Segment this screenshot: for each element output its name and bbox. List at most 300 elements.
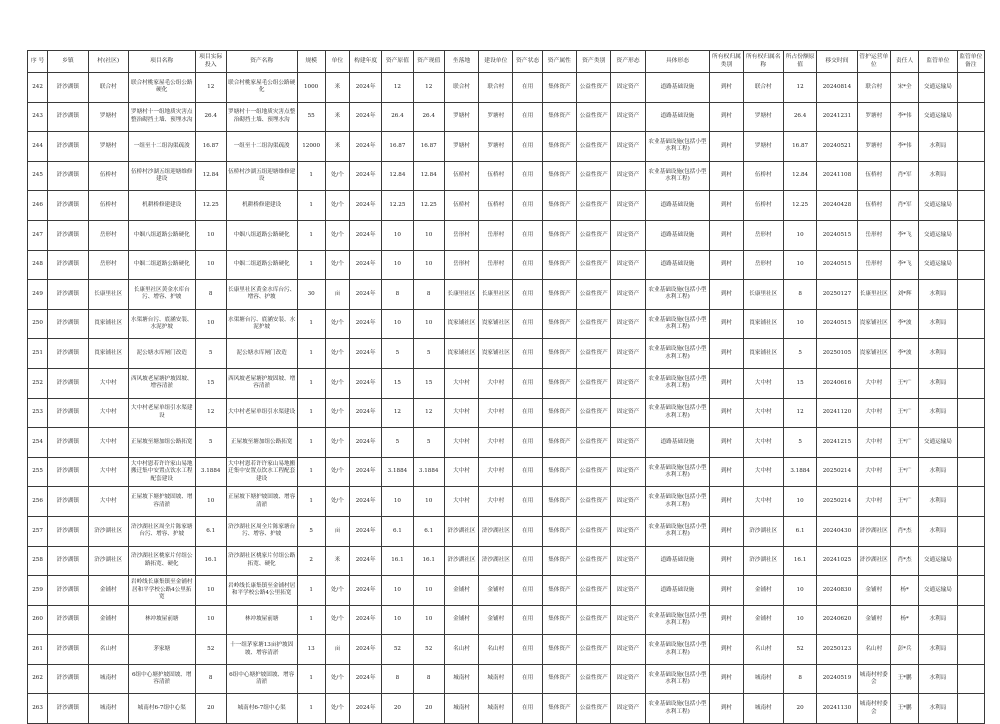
table-cell: 大中村 xyxy=(479,457,513,487)
table-row xyxy=(28,487,985,517)
table-cell: 城南村6-7组中心渠 xyxy=(226,694,297,724)
table-cell: 2024年 xyxy=(349,428,381,458)
table-cell: 到村 xyxy=(710,132,743,162)
table-cell: 在用 xyxy=(513,694,542,724)
table-cell: 浒沙湖社区桃家片付组公路拓宽、硬化 xyxy=(226,546,297,576)
table-cell: 20240830 xyxy=(817,576,857,606)
table-cell: 6.1 xyxy=(382,516,413,546)
table-cell: 联合村 xyxy=(743,73,783,103)
table-cell: 交通运输局 xyxy=(919,250,957,280)
table-cell xyxy=(957,546,984,576)
table-cell: 12 xyxy=(783,398,816,428)
table-cell: 20241025 xyxy=(817,546,857,576)
table-cell: 固定资产 xyxy=(611,664,645,694)
table-cell: 255 xyxy=(28,457,48,487)
table-header-row xyxy=(28,51,985,73)
table-cell: 12.25 xyxy=(195,191,226,221)
table-cell: 李*波 xyxy=(890,339,918,369)
table-cell: 岩岭线长康集镇至金铺村居和平学校公路4公里拓宽 xyxy=(226,576,297,606)
table-cell: 固定资产 xyxy=(611,132,645,162)
table-cell: 12.84 xyxy=(783,161,816,191)
column-header: 项目名称 xyxy=(128,51,195,73)
table-cell: 1 xyxy=(297,428,325,458)
table-cell: 16.1 xyxy=(382,546,413,576)
table-cell: 联合村 xyxy=(444,73,478,103)
table-cell: 6.1 xyxy=(413,516,444,546)
table-cell: 8 xyxy=(783,280,816,310)
table-cell: 浒沙湖社区 xyxy=(743,546,783,576)
table-cell: 固定资产 xyxy=(611,516,645,546)
table-cell xyxy=(957,516,984,546)
table-cell: 正屋坡至塘加组公路拓宽 xyxy=(226,428,297,458)
table-cell: 20240521 xyxy=(817,132,857,162)
table-cell: 10 xyxy=(413,576,444,606)
table-cell: 10 xyxy=(382,605,413,635)
table-cell: 浒沙湖镇 xyxy=(48,132,88,162)
table-cell: 20241108 xyxy=(817,161,857,191)
table-cell: 2024年 xyxy=(349,132,381,162)
table-cell: 10 xyxy=(413,220,444,250)
table-cell: 处/个 xyxy=(325,220,349,250)
table-cell: 大中村 xyxy=(743,398,783,428)
table-cell: 30 xyxy=(297,280,325,310)
table-cell: 20241130 xyxy=(817,694,857,724)
table-cell: 农业基础设施(包括小型水利工程) xyxy=(645,694,710,724)
table-cell: 中姻二组道路公路硬化 xyxy=(128,250,195,280)
table-cell: 崀家铺社区 xyxy=(857,339,890,369)
table-cell: 米 xyxy=(325,73,349,103)
table-cell: 2024年 xyxy=(349,161,381,191)
table-cell: 崀家铺社区 xyxy=(743,309,783,339)
table-cell: 公益性资产 xyxy=(577,576,611,606)
table-cell: 15 xyxy=(413,368,444,398)
table-cell: 12 xyxy=(413,398,444,428)
table-cell: 10 xyxy=(413,487,444,517)
table-cell: 城南村 xyxy=(444,694,478,724)
table-cell: 崀家铺社区 xyxy=(444,309,478,339)
table-cell: 16.1 xyxy=(783,546,816,576)
table-cell: 公益性资产 xyxy=(577,161,611,191)
table-cell: 集体资产 xyxy=(542,664,576,694)
table-cell: 公益性资产 xyxy=(577,368,611,398)
column-header: 项目实际投入 xyxy=(195,51,226,73)
table-cell: 12.84 xyxy=(195,161,226,191)
table-cell: 20240515 xyxy=(817,309,857,339)
table-cell: 253 xyxy=(28,398,48,428)
table-cell: 到村 xyxy=(710,368,743,398)
table-cell: 罗塘村 xyxy=(444,132,478,162)
table-cell: 水利局 xyxy=(919,339,957,369)
column-header: 移交时间 xyxy=(817,51,857,73)
table-row xyxy=(28,694,985,724)
table-cell: 26.4 xyxy=(413,102,444,132)
table-cell: 公益性资产 xyxy=(577,132,611,162)
table-cell: 大中村 xyxy=(857,428,890,458)
table-cell: 罗塘村 xyxy=(857,132,890,162)
table-cell: 水利局 xyxy=(919,694,957,724)
table-cell: 农业基础设施(包括小型水利工程) xyxy=(645,635,710,665)
table-cell: 公益性资产 xyxy=(577,664,611,694)
table-cell: 米 xyxy=(325,102,349,132)
table-cell: 固定资产 xyxy=(611,398,645,428)
table-cell: 杨* xyxy=(890,605,918,635)
table-cell: 大中村 xyxy=(743,487,783,517)
column-header: 资产状态 xyxy=(513,51,542,73)
table-cell: 公益性资产 xyxy=(577,546,611,576)
table-cell: 到村 xyxy=(710,339,743,369)
table-cell: 联合村 xyxy=(479,73,513,103)
table-cell: 机耕桥修建建设 xyxy=(128,191,195,221)
table-cell: 交通运输局 xyxy=(919,546,957,576)
table-cell: 16.87 xyxy=(382,132,413,162)
table-cell: 1 xyxy=(297,605,325,635)
table-cell: 5 xyxy=(783,428,816,458)
table-cell: 10 xyxy=(195,605,226,635)
table-cell: 交通运输局 xyxy=(919,191,957,221)
table-cell: 固定资产 xyxy=(611,161,645,191)
table-cell: 2024年 xyxy=(349,694,381,724)
table-cell: 李*波 xyxy=(890,309,918,339)
table-cell: 集体资产 xyxy=(542,250,576,280)
column-header: 责任人 xyxy=(890,51,918,73)
table-cell: 16.87 xyxy=(195,132,226,162)
table-cell: 浒沙湖社区 xyxy=(479,546,513,576)
table-cell: 12 xyxy=(195,73,226,103)
table-cell xyxy=(957,457,984,487)
table-cell: 浒沙湖镇 xyxy=(48,309,88,339)
table-cell: 公益性资产 xyxy=(577,428,611,458)
table-cell: 251 xyxy=(28,339,48,369)
table-cell: 罗塘村 xyxy=(88,132,128,162)
table-cell: 肖*军 xyxy=(890,161,918,191)
table-cell: 10 xyxy=(413,605,444,635)
table-cell: 浒沙湖镇 xyxy=(48,368,88,398)
table-cell xyxy=(957,694,984,724)
table-cell: 20241231 xyxy=(817,102,857,132)
table-cell: 集体资产 xyxy=(542,73,576,103)
table-cell: 处/个 xyxy=(325,487,349,517)
table-cell: 泥公塘水库闸门改造 xyxy=(128,339,195,369)
table-cell: 20240616 xyxy=(817,368,857,398)
table-cell: 金铺村 xyxy=(444,605,478,635)
table-cell: 王*鹏 xyxy=(890,664,918,694)
table-cell: 5 xyxy=(413,428,444,458)
table-cell xyxy=(957,605,984,635)
table-cell: 12.84 xyxy=(413,161,444,191)
table-cell: 浒沙湖镇 xyxy=(48,457,88,487)
table-cell: 浒沙湖镇 xyxy=(48,664,88,694)
table-cell: 2024年 xyxy=(349,339,381,369)
table-cell xyxy=(957,250,984,280)
table-cell: 在用 xyxy=(513,132,542,162)
table-row xyxy=(28,398,985,428)
table-cell: 集体资产 xyxy=(542,576,576,606)
table-cell: 大中村老屋单组引水渠建设 xyxy=(128,398,195,428)
table-cell: 李*飞 xyxy=(890,220,918,250)
table-cell: 公益性资产 xyxy=(577,516,611,546)
table-cell: 2024年 xyxy=(349,191,381,221)
table-cell: 长康里社区黄金水库台污、增容、护坡 xyxy=(128,280,195,310)
table-cell: 到村 xyxy=(710,73,743,103)
table-cell: 道路基础设施 xyxy=(645,73,710,103)
table-cell: 大中村 xyxy=(88,457,128,487)
table-cell: 处/个 xyxy=(325,161,349,191)
table-cell: 固定资产 xyxy=(611,368,645,398)
table-cell: 在用 xyxy=(513,309,542,339)
table-cell: 20 xyxy=(413,694,444,724)
table-cell: 名山村 xyxy=(857,635,890,665)
table-cell: 1 xyxy=(297,694,325,724)
table-cell: 公益性资产 xyxy=(577,250,611,280)
table-cell: 固定资产 xyxy=(611,73,645,103)
table-cell: 长康里社区 xyxy=(857,280,890,310)
table-cell: 6.1 xyxy=(783,516,816,546)
table-cell: 在用 xyxy=(513,280,542,310)
column-header: 村(社区) xyxy=(88,51,128,73)
table-cell: 固定资产 xyxy=(611,428,645,458)
table-cell: 金铺村 xyxy=(479,605,513,635)
table-cell: 10 xyxy=(195,309,226,339)
table-cell: 伍桥村 xyxy=(743,191,783,221)
table-cell: 公益性资产 xyxy=(577,487,611,517)
table-cell: 浒沙湖社区 xyxy=(88,546,128,576)
table-cell: 交通运输局 xyxy=(919,220,957,250)
table-cell xyxy=(957,576,984,606)
table-cell: 10 xyxy=(783,576,816,606)
column-header: 所有权归属类别 xyxy=(710,51,743,73)
table-cell: 10 xyxy=(195,250,226,280)
table-cell: 大中村老屋单组引水渠建设 xyxy=(226,398,297,428)
table-cell: 到村 xyxy=(710,516,743,546)
table-cell: 到村 xyxy=(710,487,743,517)
table-cell: 大中村 xyxy=(479,368,513,398)
table-cell: 到村 xyxy=(710,576,743,606)
table-cell: 大中村 xyxy=(479,487,513,517)
table-cell: 247 xyxy=(28,220,48,250)
table-cell: 岳形村 xyxy=(88,250,128,280)
table-cell: 李*伟 xyxy=(890,132,918,162)
table-cell: 在用 xyxy=(513,635,542,665)
table-cell: 岳形村 xyxy=(743,250,783,280)
table-cell: 在用 xyxy=(513,516,542,546)
table-cell: 浒沙湖社区 xyxy=(444,516,478,546)
table-cell: 246 xyxy=(28,191,48,221)
table-body xyxy=(28,73,985,724)
table-cell: 一组至十二组沟渠疏浚 xyxy=(128,132,195,162)
column-header: 具体形态 xyxy=(645,51,710,73)
table-cell: 浒沙湖镇 xyxy=(48,516,88,546)
table-cell: 杨* xyxy=(890,576,918,606)
table-cell: 2024年 xyxy=(349,487,381,517)
column-header: 管护运营单位 xyxy=(857,51,890,73)
table-cell: 城南村 xyxy=(479,694,513,724)
table-cell xyxy=(957,132,984,162)
table-cell: 8 xyxy=(382,280,413,310)
table-cell: 崀家铺社区 xyxy=(479,339,513,369)
table-cell: 伍桥村 xyxy=(444,161,478,191)
table-cell: 伍桥村沙湖五组迎塘维修建设 xyxy=(128,161,195,191)
table-cell: 5 xyxy=(783,339,816,369)
table-cell: 伍桥村 xyxy=(444,191,478,221)
table-cell: 罗塘村 xyxy=(88,102,128,132)
table-cell: 浒沙湖镇 xyxy=(48,73,88,103)
table-row xyxy=(28,73,985,103)
table-cell: 254 xyxy=(28,428,48,458)
column-header: 坐落地 xyxy=(444,51,478,73)
table-cell: 10 xyxy=(195,220,226,250)
table-cell: 彭*兵 xyxy=(890,635,918,665)
table-cell: 20240620 xyxy=(817,605,857,635)
table-cell: 20 xyxy=(783,694,816,724)
table-cell: 大中村 xyxy=(743,368,783,398)
table-cell: 浒沙湖镇 xyxy=(48,250,88,280)
table-cell: 伍桥村 xyxy=(479,191,513,221)
table-cell: 到村 xyxy=(710,694,743,724)
table-cell: 交通运输局 xyxy=(919,576,957,606)
table-cell: 伍桥村 xyxy=(857,161,890,191)
table-cell: 水利局 xyxy=(919,368,957,398)
table-cell: 公益性资产 xyxy=(577,191,611,221)
table-cell: 10 xyxy=(382,487,413,517)
table-cell: 城南村 xyxy=(743,694,783,724)
table-cell: 6.1 xyxy=(195,516,226,546)
table-cell: 城南村 xyxy=(444,664,478,694)
table-cell: 固定资产 xyxy=(611,250,645,280)
table-cell: 浒沙湖镇 xyxy=(48,161,88,191)
table-cell: 6组中心塘护坡固坡、增容清淤 xyxy=(128,664,195,694)
table-cell: 集体资产 xyxy=(542,635,576,665)
table-row xyxy=(28,546,985,576)
table-cell: 244 xyxy=(28,132,48,162)
table-cell: 5 xyxy=(195,339,226,369)
table-cell: 浒沙湖镇 xyxy=(48,605,88,635)
table-row xyxy=(28,576,985,606)
table-cell: 亩 xyxy=(325,516,349,546)
table-cell: 集体资产 xyxy=(542,339,576,369)
table-cell: 联合村桃家屋毛公组公路硬化 xyxy=(128,73,195,103)
table-row xyxy=(28,664,985,694)
table-cell: 处/个 xyxy=(325,339,349,369)
table-cell: 2024年 xyxy=(349,250,381,280)
column-header: 规模 xyxy=(297,51,325,73)
table-cell: 10 xyxy=(783,487,816,517)
table-cell: 1 xyxy=(297,398,325,428)
table-cell: 2024年 xyxy=(349,398,381,428)
table-cell: 农业基础设施(包括小型水利工程) xyxy=(645,457,710,487)
table-cell: 20250123 xyxy=(817,635,857,665)
table-cell: 大中村 xyxy=(743,457,783,487)
table-row xyxy=(28,635,985,665)
table-cell: 农业基础设施(包括小型水利工程) xyxy=(645,339,710,369)
table-cell: 城南村 xyxy=(88,694,128,724)
table-cell: 伍桥村 xyxy=(743,161,783,191)
table-row xyxy=(28,368,985,398)
table-cell: 农业基础设施(包括小型水利工程) xyxy=(645,309,710,339)
table-cell: 到村 xyxy=(710,546,743,576)
table-cell: 26.4 xyxy=(382,102,413,132)
table-cell: 固定资产 xyxy=(611,102,645,132)
table-cell: 道路基础设施 xyxy=(645,102,710,132)
table-cell: 王*广 xyxy=(890,398,918,428)
table-cell: 李*伟 xyxy=(890,102,918,132)
table-cell: 243 xyxy=(28,102,48,132)
table-cell: 1 xyxy=(297,250,325,280)
table-cell: 浒沙湖镇 xyxy=(48,546,88,576)
table-cell xyxy=(957,339,984,369)
table-cell: 3.1884 xyxy=(382,457,413,487)
table-cell: 崀家铺社区 xyxy=(444,339,478,369)
table-cell xyxy=(957,635,984,665)
table-cell: 260 xyxy=(28,605,48,635)
table-cell: 12.25 xyxy=(382,191,413,221)
table-cell: 在用 xyxy=(513,102,542,132)
table-cell: 王*广 xyxy=(890,487,918,517)
table-cell: 在用 xyxy=(513,428,542,458)
table-cell: 集体资产 xyxy=(542,132,576,162)
table-cell: 到村 xyxy=(710,398,743,428)
table-cell: 长康里社区 xyxy=(479,280,513,310)
table-cell: 大中村 xyxy=(444,428,478,458)
table-cell: 水利局 xyxy=(919,605,957,635)
table-cell: 固定资产 xyxy=(611,339,645,369)
table-cell: 16.87 xyxy=(783,132,816,162)
table-cell: 岳形村 xyxy=(743,220,783,250)
table-cell: 8 xyxy=(413,280,444,310)
table-cell: 水利局 xyxy=(919,457,957,487)
table-cell: 10 xyxy=(382,576,413,606)
table-cell: 农业基础设施(包括小型水利工程) xyxy=(645,605,710,635)
table-cell: 1000 xyxy=(297,73,325,103)
table-cell: 公益性资产 xyxy=(577,339,611,369)
table-cell: 名山村 xyxy=(743,635,783,665)
table-cell: 2024年 xyxy=(349,516,381,546)
table-cell: 8 xyxy=(195,664,226,694)
table-cell: 水渠塘台污、底涵安装、水泥护坡 xyxy=(226,309,297,339)
table-cell: 崀家铺社区 xyxy=(743,339,783,369)
table-cell: 刘*辉 xyxy=(890,280,918,310)
table-cell: 20241215 xyxy=(817,428,857,458)
table-cell: 公益性资产 xyxy=(577,457,611,487)
table-cell: 248 xyxy=(28,250,48,280)
table-cell: 大中村 xyxy=(444,457,478,487)
table-cell: 一组至十二组沟渠疏浚 xyxy=(226,132,297,162)
table-cell: 到村 xyxy=(710,220,743,250)
table-cell: 机耕桥修建建设 xyxy=(226,191,297,221)
table-cell: 1 xyxy=(297,368,325,398)
table-cell: 在用 xyxy=(513,605,542,635)
table-cell: 茅家塘 xyxy=(128,635,195,665)
table-cell: 肖*杰 xyxy=(890,546,918,576)
table-cell: 5 xyxy=(195,428,226,458)
table-cell: 26.4 xyxy=(783,102,816,132)
table-cell: 岩岭线长康集镇至金铺村居和平学校公路4公里拓宽 xyxy=(128,576,195,606)
table-cell: 水利局 xyxy=(919,398,957,428)
table-cell: 10 xyxy=(195,487,226,517)
table-cell: 20240814 xyxy=(817,73,857,103)
asset-ledger-table xyxy=(27,50,985,724)
table-cell: 3.1884 xyxy=(783,457,816,487)
table-cell: 12 xyxy=(382,73,413,103)
table-cell: 浒沙湖镇 xyxy=(48,576,88,606)
table-cell: 水利局 xyxy=(919,487,957,517)
table-cell: 集体资产 xyxy=(542,309,576,339)
table-cell: 在用 xyxy=(513,457,542,487)
table-cell: 名山村 xyxy=(88,635,128,665)
table-cell: 6组中心塘护坡固坡、增容清淤 xyxy=(226,664,297,694)
table-cell: 2024年 xyxy=(349,457,381,487)
table-cell: 大中村 xyxy=(88,428,128,458)
table-cell: 集体资产 xyxy=(542,457,576,487)
